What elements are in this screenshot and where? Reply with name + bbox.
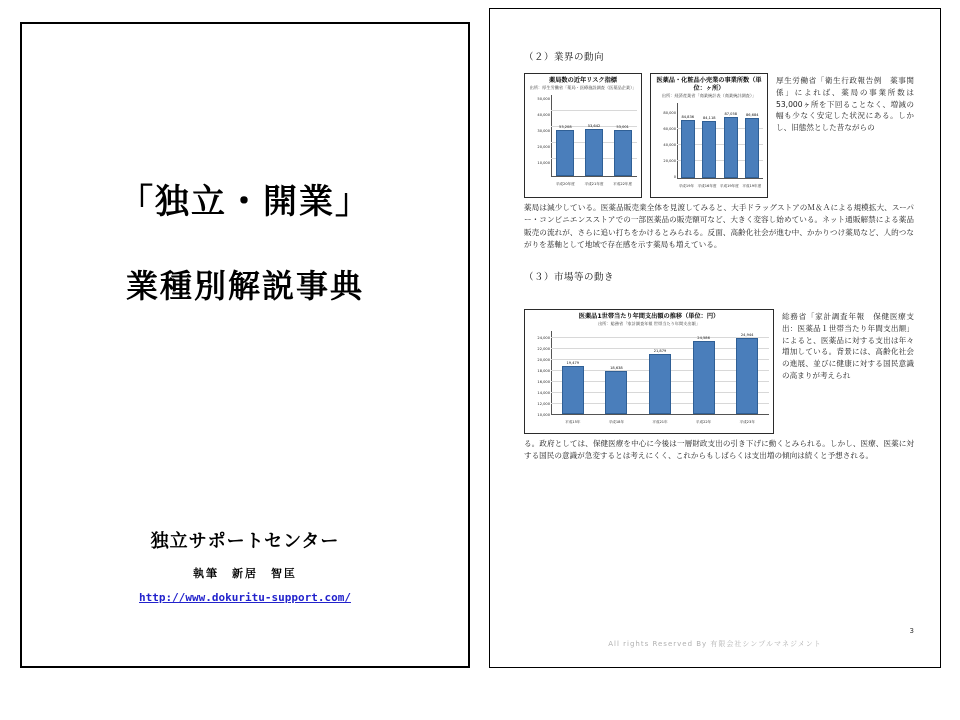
chart-2-bar bbox=[745, 112, 759, 178]
chart-2-ytick: 60,000 bbox=[663, 126, 676, 131]
chart-1-yaxis bbox=[529, 91, 551, 177]
section-2-body: 薬局は減少している。医薬品販売業全体を見渡してみると、大手ドラッグストアのＭ＆Ａによる規模拡大、スーパー・コンビニエンスストアでの一部医薬品の販売額可など、大きく変容し始めている。ネット通販解禁による薬品販売の流れが、さらに追い打ちをかけるとみられる。反面、高齢化社会が進む中、かかりつけ薬局など、人的つながりを基軸として地域で存在感を示す薬局も増えている。 bbox=[524, 203, 914, 249]
chart-3-ytick: 16,000 bbox=[537, 379, 550, 384]
chart-3-xtick: 平成21年 bbox=[652, 419, 668, 424]
chart-2-ytick: 20,000 bbox=[663, 158, 676, 163]
chart-3-bar-value: 18,638 bbox=[610, 365, 623, 370]
section-3-body: る。政府としては、保健医療を中心に今後は一層財政支出の引き下げに動くとみられる。しかし、医療、医薬に対する国民の意識が急変するとは考えにくく、これからもしばらくは支出増の傾向は続くと予想される。 bbox=[524, 439, 914, 461]
chart-2-xlabels bbox=[677, 184, 763, 189]
chart-3-subtitle: 出所：総務省「家計調査年報 世帯当たり年間支出額」 bbox=[598, 320, 700, 326]
chart-3 bbox=[524, 309, 774, 434]
chart-2-bars bbox=[677, 112, 763, 178]
chart-3-bar-value: 19,479 bbox=[566, 360, 580, 365]
cover-footer-block bbox=[22, 527, 468, 604]
chart-2-xtick: 平成19年 bbox=[678, 183, 695, 188]
chart-3-ytick: 18,000 bbox=[537, 368, 550, 373]
chart-3-bar bbox=[736, 332, 758, 414]
chart-1-xlabels bbox=[551, 182, 637, 187]
cover-author: 執筆 新居 智匡 bbox=[193, 567, 297, 580]
chart-2-xtick: 平成16年度 bbox=[697, 183, 717, 188]
chart-2-bar bbox=[702, 115, 716, 178]
cover-page bbox=[20, 22, 470, 668]
chart-2-title: 医薬品・化粧品小売業の事業所数（単位：ヶ所） bbox=[656, 77, 762, 92]
chart-2-bar bbox=[681, 114, 695, 178]
chart-1-subtitle: 出所：厚生労働省「薬局・医療施設調査（医薬品企業）」 bbox=[529, 84, 637, 90]
cover-title-line1: 「独立・開業」 bbox=[119, 182, 371, 222]
chart-2-plot bbox=[655, 99, 763, 191]
chart-3-ytick: 20,000 bbox=[537, 357, 550, 362]
chart-3-ytick: 24,000 bbox=[537, 335, 550, 340]
chart-3-bar-value: 21,879 bbox=[653, 348, 667, 353]
chart-2-ytick: 0 bbox=[673, 174, 676, 179]
chart-3-xtick: 平成22年 bbox=[695, 419, 712, 424]
chart-2-bar-value: 84,118 bbox=[702, 115, 716, 120]
chart-1-ytick: 50,000 bbox=[537, 96, 550, 101]
chart-1-title: 薬局数の近年リスク指標 bbox=[549, 77, 617, 84]
chart-3-ytick: 12,000 bbox=[537, 401, 550, 406]
chart-1-ytick: 10,000 bbox=[537, 160, 550, 165]
content-page bbox=[489, 8, 941, 668]
chart-2-ytick: 40,000 bbox=[663, 142, 676, 147]
chart-3-ytick: 22,000 bbox=[537, 346, 550, 351]
chart-3-xtick: 平成23年 bbox=[739, 419, 755, 424]
chart-3-xlabels bbox=[551, 420, 769, 425]
chart-1-ytick: 20,000 bbox=[537, 144, 550, 149]
chart-3-ytick: 14,000 bbox=[537, 390, 550, 395]
page-number: 3 bbox=[909, 627, 914, 635]
chart-2-bar-value: 86,684 bbox=[745, 112, 759, 117]
chart-1-bar-value: 53,001 bbox=[616, 124, 629, 129]
chart-2-yaxis bbox=[655, 99, 677, 179]
chart-3-title: 医薬品1世帯当たり年間支出額の推移（単位：円） bbox=[578, 313, 720, 321]
chart-3-bar bbox=[605, 365, 627, 414]
chart-3-plot bbox=[529, 327, 769, 427]
cover-organization: 独立サポートセンター bbox=[150, 531, 340, 552]
chart-1-bar bbox=[556, 124, 574, 176]
section-2-side-text: 厚生労働省「衛生行政報告例 薬事関係」によれば、薬局の事業所数は53,000ヶ所を下回ることなく、増減の幅も少なく安定した状況にある。しかし、旧態然とした昔ながらの bbox=[776, 76, 914, 133]
chart-2-bar-value: 84,836 bbox=[681, 114, 695, 119]
chart-3-bar-value: 24,944 bbox=[740, 332, 754, 337]
chart-1 bbox=[524, 73, 642, 198]
cover-url-link[interactable]: http://www.dokuritu-support.com/ bbox=[139, 591, 351, 604]
chart-1-bar-value: 53,208 bbox=[559, 124, 572, 129]
chart-3-bars bbox=[551, 334, 769, 414]
chart-1-plot bbox=[529, 91, 637, 189]
chart-2-container bbox=[650, 73, 768, 198]
chart-1-bars bbox=[551, 106, 637, 176]
chart-2-ytick: 80,000 bbox=[663, 110, 676, 115]
chart-1-ytick: 40,000 bbox=[537, 112, 550, 117]
footer-copyright: All rights Reserved By 有限会社シンプルマネジメント bbox=[608, 640, 822, 648]
section-2-figure-row bbox=[524, 73, 914, 198]
section-3-figure-row bbox=[524, 309, 914, 434]
chart-2-xtick: 平成19年度 bbox=[719, 183, 739, 188]
chart-3-ytick: 10,000 bbox=[537, 412, 550, 417]
section-2-heading: （２）業界の動向 bbox=[524, 52, 605, 63]
chart-1-bar bbox=[585, 123, 603, 176]
chart-1-xtick: 平成20年度 bbox=[555, 181, 575, 186]
chart-3-bar bbox=[693, 335, 715, 414]
chart-1-container bbox=[524, 73, 642, 198]
chart-3-bar-value: 24,586 bbox=[697, 335, 710, 340]
cover-title-line2: 業種別解説事典 bbox=[125, 267, 364, 305]
chart-2-subtitle: 出所：経済産業省「商業統計表（商業統計調査）」 bbox=[661, 92, 757, 98]
chart-2 bbox=[650, 73, 768, 198]
chart-2-bar-value: 87,058 bbox=[724, 111, 738, 116]
chart-1-bar-value: 53,642 bbox=[587, 123, 601, 128]
chart-1-bar bbox=[614, 124, 632, 176]
chart-3-bar bbox=[562, 360, 584, 414]
chart-1-xtick: 平成22年度 bbox=[613, 181, 633, 186]
chart-3-xtick: 平成15年 bbox=[565, 419, 581, 424]
chart-3-yaxis bbox=[529, 327, 551, 415]
section-3-side-text: 総務省「家計調査年報 保健医療支出：医薬品１世帯当たり年間支出額」によると、医薬品に対する支出は年々増加している。背景には、高齢化社会の進展、並びに健康に対する国民意識の高まりが考えられ bbox=[782, 312, 914, 381]
chart-1-ytick: 30,000 bbox=[537, 128, 550, 133]
chart-3-xtick: 平成18年 bbox=[608, 419, 625, 424]
cover-title-block bbox=[22, 174, 468, 307]
chart-2-xtick: 平成19年度 bbox=[742, 183, 762, 188]
chart-3-container bbox=[524, 309, 774, 434]
chart-1-xtick: 平成21年度 bbox=[584, 181, 604, 186]
chart-3-bar bbox=[649, 348, 671, 414]
section-3-heading: （３）市場等の動き bbox=[524, 272, 615, 284]
chart-2-bar bbox=[724, 111, 738, 178]
